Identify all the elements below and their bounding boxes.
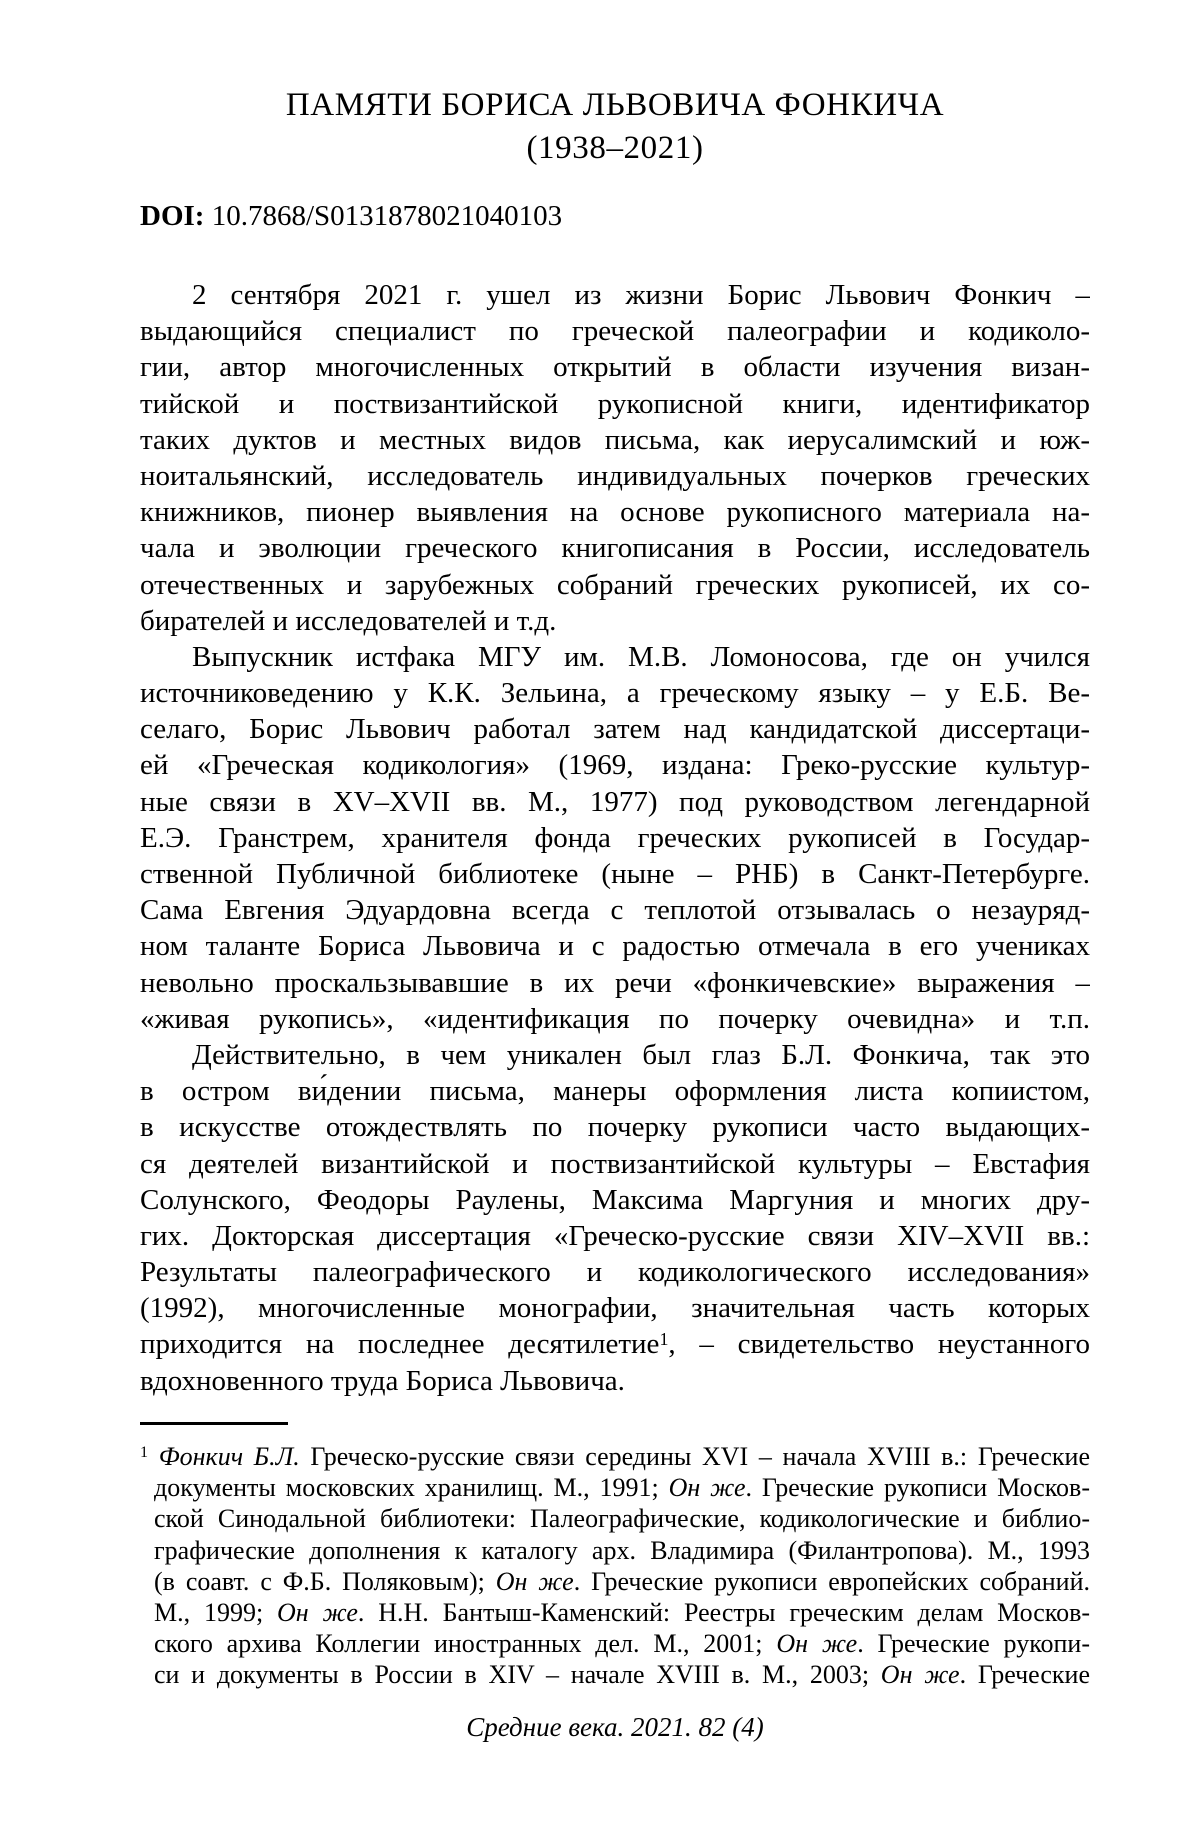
- text-line: ном таланте Бориса Львовича и с радостью отмечала в его учениках: [140, 930, 1090, 963]
- text-line: тийской и поствизантийской рукописной книги, идентификатор: [140, 387, 1090, 420]
- text-line: бирателей и исследователей и т.д.: [140, 604, 557, 637]
- text-line: книжников, пионер выявления на основе рукописного материала на-: [140, 496, 1090, 529]
- footnote-marker: 1: [659, 1328, 669, 1349]
- article-body: [140, 277, 1090, 1399]
- text-line: выдающийся специалист по греческой палеографии и кодиколо-: [140, 315, 1090, 348]
- footnote-block: [140, 1441, 1090, 1691]
- text-line: Солунского, Феодоры Раулены, Максима Маргуния и многих дру-: [140, 1183, 1090, 1216]
- paragraph: [140, 639, 1090, 1037]
- text-line: Выпускник истфака МГУ им. М.В. Ломоносова, где он учился: [192, 640, 1090, 673]
- text-line: вдохновенного труда Бориса Львовича.: [140, 1364, 625, 1397]
- doi-label: DOI:: [140, 200, 205, 232]
- journal-footer: Средние века. 2021. 82 (4): [466, 1712, 764, 1742]
- doi-value: 10.7868/S0131878021040103: [211, 200, 563, 232]
- doi-line: [140, 200, 1090, 233]
- text-line: Е.Э. Гранстрем, хранителя фонда греческих рукописей в Государ-: [140, 821, 1090, 854]
- text-line: ся деятелей византийской и поствизантийской культуры – Евстафия: [140, 1147, 1090, 1180]
- text-line: приходится на последнее десятилетие$^1$, – свидетельство неустанного: [140, 1328, 1090, 1361]
- text-line: источниковедению у К.К. Зельина, а греческому языку – у Е.Б. Ве-: [140, 677, 1090, 710]
- text-line: таких дуктов и местных видов письма, как иерусалимский и юж-: [140, 423, 1090, 456]
- footnote-line: М., 1999; Он же. Н.Н. Бантыш-Каменский: Реестры греческим делам Москов-: [154, 1597, 1090, 1627]
- footnote-line: ской Синодальной библиотеки: Палеографические, кодикологические и библио-: [154, 1504, 1090, 1534]
- text-line: ей «Греческая кодикология» (1969, издана: Греко-русские культур-: [140, 749, 1090, 782]
- text-line: селаго, Борис Львович работал затем над кандидатской диссертаци-: [140, 713, 1090, 746]
- title-line-2: (1938–2021): [526, 130, 704, 166]
- paragraph: [140, 277, 1090, 639]
- text-line: ные связи в XV–XVII вв. М., 1977) под руководством легендарной: [140, 785, 1090, 818]
- text-line: в остром ви́дении письма, манеры оформления листа копиистом,: [140, 1075, 1090, 1108]
- text-line: отечественных и зарубежных собраний греческих рукописей, их со-: [140, 568, 1090, 601]
- title-line-1: ПАМЯТИ БОРИСА ЛЬВОВИЧА ФОНКИЧА: [285, 87, 945, 123]
- text-line: Сама Евгения Эдуардовна всегда с теплотой отзывалась о незауряд-: [140, 894, 1090, 927]
- footnote-line: ского архива Коллегии иностранных дел. М., 2001; Он же. Греческие рукопи-: [154, 1629, 1090, 1659]
- text-line: (1992), многочисленные монографии, значительная часть которых: [140, 1292, 1090, 1325]
- footnote-line: (в соавт. с Ф.Б. Поляковым); Он же. Греческие рукописи европейских собраний.: [154, 1566, 1090, 1596]
- text-line: 2 сентября 2021 г. ушел из жизни Борис Львович Фонкич –: [192, 279, 1090, 311]
- text-line: «живая рукопись», «идентификация по почерку очевидна» и т.п.: [140, 1002, 1090, 1035]
- text-line: гии, автор многочисленных открытий в области изучения визан-: [140, 351, 1090, 384]
- footnote-line: си и документы в России в XIV – начале XVIII в. М., 2003; Он же. Греческие: [154, 1660, 1090, 1690]
- paragraph: [140, 1037, 1090, 1399]
- text-line: в искусстве отождествлять по почерку рукописи часто выдающих-: [140, 1111, 1090, 1144]
- text-line: Действительно, в чем уникален был глаз Б.Л. Фонкича, так это: [192, 1038, 1090, 1071]
- footnote-line: $^1$ Фонкич Б.Л. Греческо-русские связи середины XVI – начала XVIII в.: Греческие: [140, 1442, 1090, 1471]
- text-line: невольно проскальзывавшие в их речи «фонкичевские» выражения –: [140, 966, 1090, 999]
- text-line: гих. Докторская диссертация «Греческо-русские связи XIV–XVII вв.:: [140, 1219, 1090, 1252]
- footnote-separator-rule: [140, 1422, 288, 1425]
- footnote-line: графические дополнения к каталогу арх. Владимира (Филантропова). М., 1993: [154, 1535, 1090, 1565]
- footnote-marker: 1: [140, 1444, 149, 1462]
- article-title: [140, 84, 1090, 170]
- footnote-line: документы московских хранилищ. М., 1991; Он же. Греческие рукописи Москов-: [154, 1473, 1090, 1503]
- text-line: ноитальянский, исследователь индивидуальных почерков греческих: [140, 459, 1090, 492]
- text-line: чала и эволюции греческого книгописания в России, исследователь: [140, 532, 1090, 565]
- text-line: Результаты палеографического и кодикологического исследования»: [140, 1256, 1090, 1289]
- text-line: ственной Публичной библиотеке (ныне – РНБ) в Санкт-Петербурге.: [140, 858, 1090, 890]
